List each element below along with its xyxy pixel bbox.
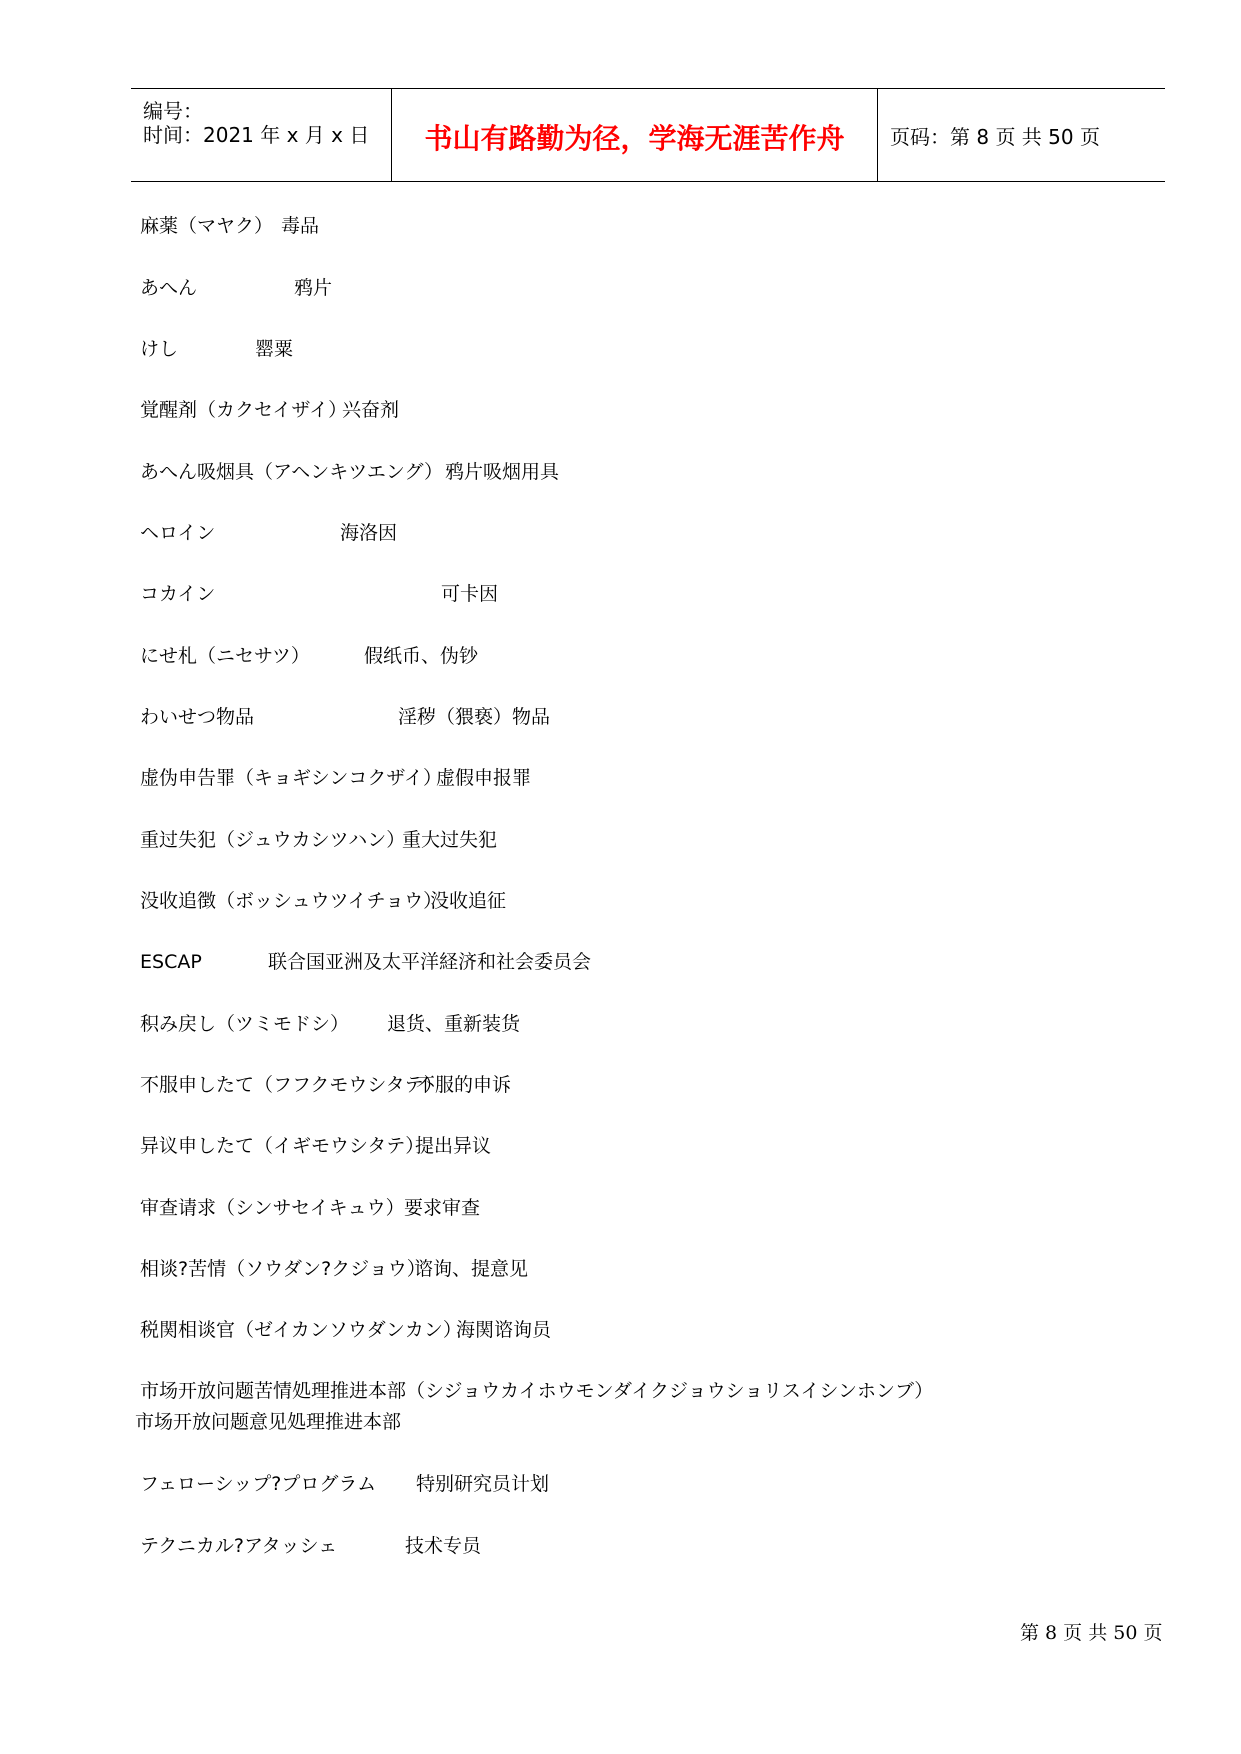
glossary-entry <box>140 578 499 610</box>
glossary-entry <box>140 272 333 304</box>
japanese-term: 覚醒剤（カクセイザイ） <box>140 399 348 421</box>
japanese-term: あへん <box>140 277 198 299</box>
japanese-term: 没收追徴（ボッシュウツイチョウ） <box>140 890 443 912</box>
japanese-term: けし <box>140 338 179 360</box>
glossary-entry <box>140 701 551 733</box>
glossary-entry <box>140 1530 482 1562</box>
glossary-entry <box>140 1314 552 1346</box>
japanese-term: わいせつ物品 <box>140 706 255 728</box>
japanese-term: 积み戻し（ツミモドシ） <box>140 1013 350 1035</box>
chinese-term: 淫秽（猥亵）物品 <box>398 706 551 728</box>
chinese-term: 鸦片 <box>294 277 333 299</box>
chinese-term: 没收追征 <box>430 890 507 912</box>
japanese-term: ヘロイン <box>140 522 216 544</box>
chinese-term: 技术专员 <box>405 1535 482 1557</box>
chinese-term: 兴奋剂 <box>342 399 400 421</box>
glossary-entry <box>140 1253 529 1285</box>
chinese-term: 谘询、提意见 <box>414 1258 529 1280</box>
japanese-term: 异议申したて（イギモウシタテ） <box>140 1135 425 1157</box>
chinese-term: 重大过失犯 <box>402 829 498 851</box>
chinese-term: 可卡因 <box>441 583 499 605</box>
glossary-entry <box>140 824 498 856</box>
japanese-term: 审查请求（シンサセイキュウ） <box>140 1197 405 1219</box>
glossary-entry <box>140 762 532 794</box>
japanese-term: 重过失犯（ジュウカシツハン） <box>140 829 406 851</box>
chinese-term: 要求审查 <box>404 1197 481 1219</box>
japanese-term: テクニカル?アタッシェ <box>140 1535 338 1557</box>
glossary-entry <box>140 210 320 242</box>
chinese-term: 假纸币、伪钞 <box>364 645 479 667</box>
chinese-term: 鸦片吸烟用具 <box>445 461 560 483</box>
japanese-term: ESCAP <box>140 951 202 973</box>
japanese-term: 税関相谈官（ゼイカンソウダンカン） <box>140 1319 462 1341</box>
time-label: 时间：2021 年 x 月 x 日 <box>143 123 370 147</box>
page-code: 页码：第 8 页 共 50 页 <box>890 125 1100 149</box>
chinese-term: 退货、重新装货 <box>387 1013 521 1035</box>
glossary-entry <box>140 640 479 672</box>
glossary-entry <box>140 1192 481 1224</box>
glossary-entry <box>140 333 294 365</box>
glossary-entry <box>140 456 560 488</box>
japanese-term: 相谈?苦情（ソウダン?クジョウ） <box>140 1258 426 1280</box>
glossary-entry <box>140 885 507 917</box>
glossary-entry <box>140 1468 550 1500</box>
chinese-term: 海関谘询员 <box>456 1319 552 1341</box>
japanese-term: あへん吸烟具（アヘンキツエング） <box>140 461 444 483</box>
japanese-term: 麻薬（マヤク） <box>140 215 274 237</box>
japanese-term: コカイン <box>140 583 216 605</box>
japanese-term: 市场开放问题苦情処理推进本部（シジョウカイホウモンダイクジョウショリスイシンホンブ） <box>140 1380 934 1402</box>
chinese-term: 毒品 <box>281 215 320 237</box>
number-label: 编号： <box>143 99 203 123</box>
chinese-term: 不服的申诉 <box>416 1074 512 1096</box>
japanese-term: 不服申したて（フフクモウシタテ） <box>140 1074 443 1096</box>
japanese-term: フェローシップ?プログラム <box>140 1473 377 1495</box>
motto: 书山有路勤为径，学海无涯苦作舟 <box>424 122 845 155</box>
chinese-term: 联合国亚洲及太平洋経济和社会委员会 <box>268 951 592 973</box>
glossary-entry <box>140 1130 492 1162</box>
glossary-entry <box>140 1069 512 1101</box>
chinese-term: 特别研究员计划 <box>416 1473 550 1495</box>
page-footer: 第 8 页 共 50 页 <box>1020 1622 1163 1644</box>
glossary-entry <box>140 946 592 978</box>
glossary-entry-long <box>113 1376 1183 1438</box>
chinese-term: 罂粟 <box>255 338 294 360</box>
chinese-term: 海洛因 <box>340 522 398 544</box>
japanese-term: 虚伪申告罪（キョギシンコクザイ） <box>140 767 443 789</box>
glossary-entry <box>140 394 400 426</box>
japanese-term: にせ札（ニセサツ） <box>140 645 310 667</box>
chinese-term: 市场开放问题意见処理推进本部 <box>135 1411 402 1433</box>
chinese-term: 提出异议 <box>415 1135 492 1157</box>
chinese-term: 虚假申报罪 <box>436 767 532 789</box>
glossary-entry <box>140 517 398 549</box>
glossary-entry <box>140 1008 521 1040</box>
